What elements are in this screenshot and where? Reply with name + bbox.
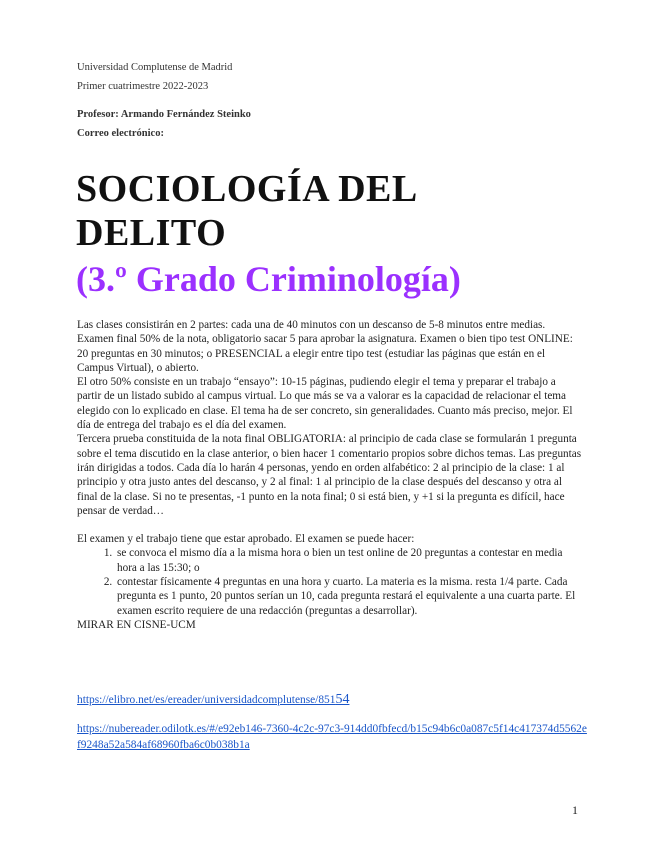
paragraph-final-exam: Examen final 50% de la nota, obligatorio sacar 5 para aprobar la asignatura. Examen o bien tipo test ONLINE: 20 preguntas en 30 minutos; o PRESENCIAL a elegir entre tipo test (estudiar las páginas que están en el Campus Virtual), o abierto. (77, 333, 573, 374)
course-description (77, 318, 582, 632)
email-label: Correo electrónico: (77, 128, 164, 139)
university-name: Universidad Complutense de Madrid (77, 62, 233, 73)
paragraph-essay: El otro 50% consiste en un trabajo “ensayo”: 10-15 páginas, pudiendo elegir el tema y preparar el trabajo a partir de un listado subido al campus virtual. Lo que más se va a valorar es la capacidad de relacionar el tema elegido con lo explicado en clase. El tema ha de ser concreto, sin generalidades. Cuanto más preciso, mejor. El día de entrega del trabajo es el día del examen. (77, 376, 573, 432)
elibro-link-tail[interactable]: 54 (335, 692, 350, 707)
course-subtitle: (3.º Grado Criminología) (76, 259, 461, 299)
spacer (77, 518, 582, 532)
list-item: 1. se convoca el mismo día a la misma hora o bien un test online de 20 preguntas a contestar en media hora a las 15:30; o (115, 546, 582, 575)
paragraph-cisne: MIRAR EN CISNE-UCM (77, 618, 196, 631)
elibro-link[interactable] (77, 692, 587, 708)
course-title-line2: DELITO (76, 212, 227, 254)
exam-options-list (77, 546, 582, 617)
professor: Profesor: Armando Fernández Steinko (77, 109, 251, 120)
paragraph-third-test: Tercera prueba constituida de la nota final OBLIGATORIA: al principio de cada clase se formularán 1 pregunta sobre el tema discutido en la clase anterior, o bien hacer 1 comentario propios sobre dichos temas. Las preguntas irán dirigidas a todos. Cada día lo harán 4 personas, yendo en orden alfabético: 2 al principio de la clase: 1 al principio y otra justo antes del descanso, y 2 al final: 1 al principio de la clase después del descanso y otra al final de la clase. Si no te presentas, -1 punto en la nota final; 0 si está bien, y +1 si la pregunta es difícil, hace pensar de verdad… (77, 433, 582, 517)
list-item: 2. contestar físicamente 4 preguntas en una hora y cuarto. La materia es la misma. resta 1/4 parte. Cada pregunta es 1 punto, 20 puntos serían un 10, cada pregunta restará el equivalente a una cuarta parte. El examen escrito requiere de una redacción (preguntas a desarrollar). (115, 575, 582, 618)
elibro-link-main[interactable]: https://elibro.net/es/ereader/universidadcomplutense/851 (77, 694, 336, 706)
term: Primer cuatrimestre 2022-2023 (77, 81, 209, 92)
paragraph-exam-options: El examen y el trabajo tiene que estar aprobado. El examen se puede hacer: (77, 533, 415, 546)
page-number: 1 (572, 803, 578, 817)
course-title-line1: SOCIOLOGÍA DEL (76, 168, 418, 210)
paragraph-classes: Las clases consistirán en 2 partes: cada una de 40 minutos con un descanso de 5-8 minutos entre medias. (77, 319, 546, 331)
nubereader-link[interactable]: https://nubereader.odilotk.es/#/e92eb146-7360-4c2c-97c3-914dd0fbfecd/b15c94b6c0a087c5f14c417374d5562ef9248a52a584af68960fba6c0b038b1a (77, 723, 587, 751)
